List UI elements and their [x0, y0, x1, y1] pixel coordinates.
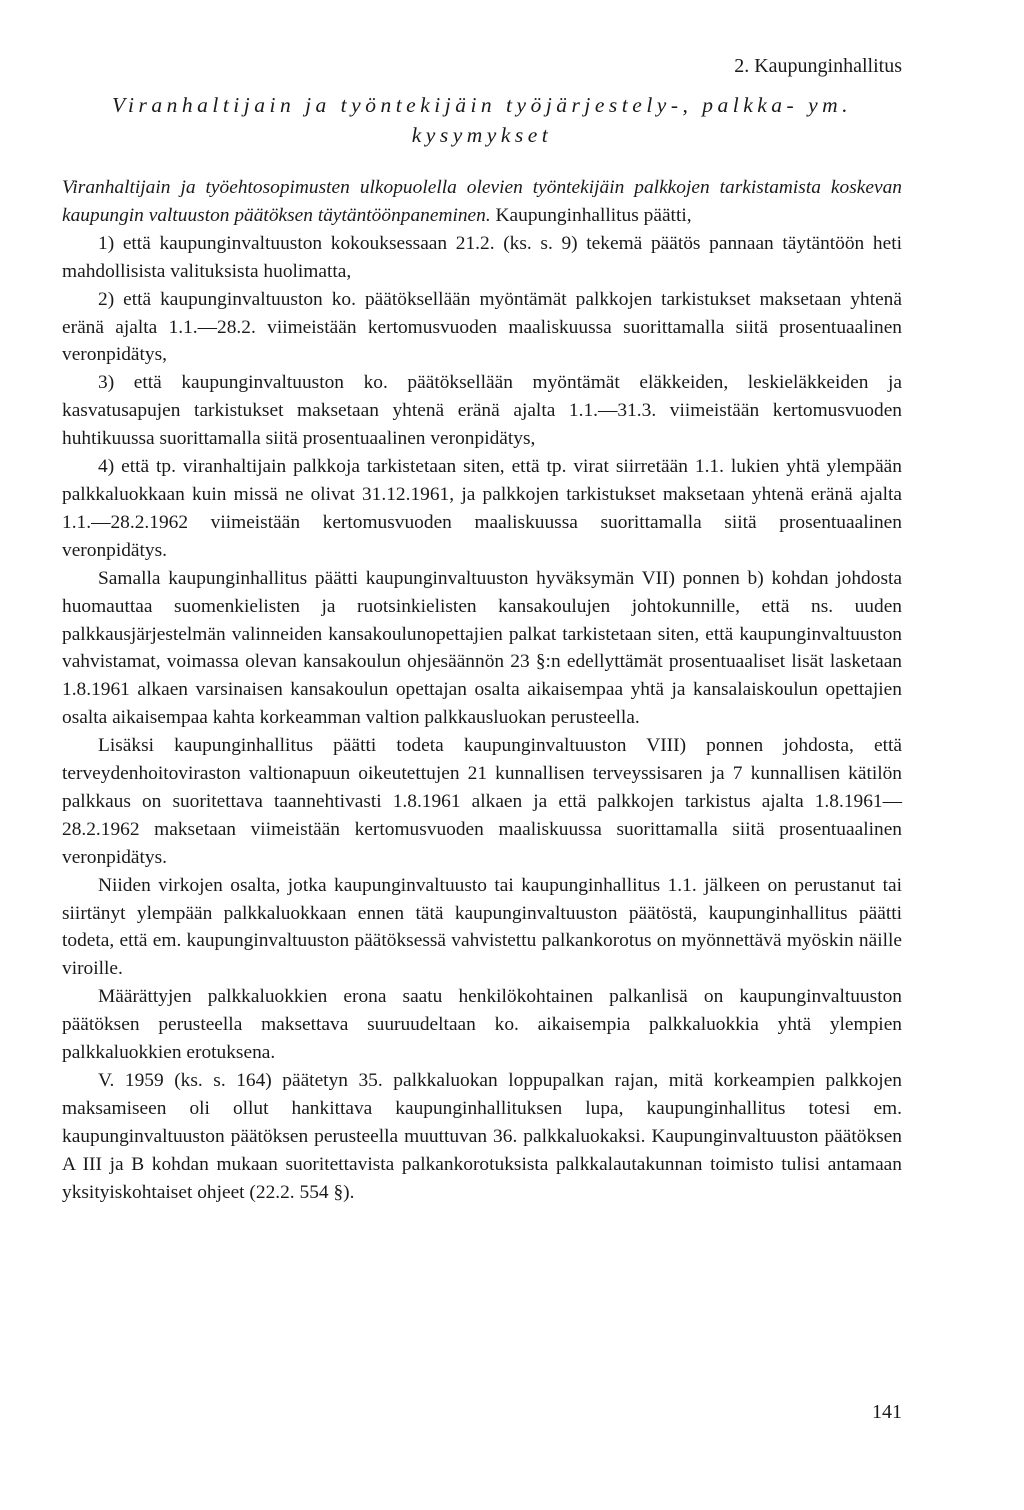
paragraph-item-2: 2) että kaupunginvaltuuston ko. päätöksellään myöntämät palkkojen tarkistukset maksetaan yhtenä eränä ajalta 1.1.—28.2. viimeistään kertomusvuoden maaliskuussa suorittamalla siitä prosentuaalinen veronpidätys,	[62, 288, 902, 366]
paragraph-item-3: 3) että kaupunginvaltuuston ko. päätöksellään myöntämät eläkkeiden, leskieläkkeiden ja kasvatusapujen tarkistukset maksetaan yhtenä eränä ajalta 1.1.—31.3. viimeistään kertomusvuoden huhtikuussa suorittamalla siitä prosentuaalinen veronpidätys,	[62, 372, 902, 450]
paragraph-text: Kaupunginhallitus päätti,	[490, 204, 692, 226]
paragraph: Niiden virkojen osalta, jotka kaupunginvaltuusto tai kaupunginhallitus 1.1. jälkeen on perustanut tai siirtänyt ylempään palkkaluokkaan ennen tätä kaupunginvaltuuston päätöstä, kaupunginhallitus päätti todeta, että em. kaupunginvaltuuston päätöksessä vahvistettu palkankorotus on myönnettävä myöskin näille viroille.	[62, 874, 902, 980]
paragraph: V. 1959 (ks. s. 164) päätetyn 35. palkkaluokan loppupalkan rajan, mitä korkeampien palkkojen maksamiseen oli ollut hankittava kaupunginhallituksen lupa, kaupunginhallitus totesi em. kaupunginvaltuuston päätöksen perusteella muuttuvan 36. palkkaluokaksi. Kaupunginvaltuuston päätöksen A III ja B kohdan mukaan suoritettavista palkankorotuksista palkkalautakunnan toimisto tulisi antamaan yksityiskohtaiset ohjeet (22.2. 554 §).	[62, 1070, 902, 1203]
section-title: Viranhaltijain ja työntekijäin työjärjestely-, palkka- ym. kysymykset	[111, 93, 853, 147]
paragraph: Lisäksi kaupunginhallitus päätti todeta kaupunginvaltuuston VIII) ponnen johdosta, että terveydenhoitoviraston valtionapuun oikeutettujen 21 kunnallisen terveyssisaren ja 7 kunnallisen kätilön palkkaus on suoritettava taannehtivasti 1.8.1961 alkaen ja että palkkojen tarkistus ajalta 1.8.1961—28.2.1962 maksetaan viimeistään kertomusvuoden maaliskuussa suorittamalla siitä prosentuaalinen veronpidätys.	[62, 735, 902, 868]
paragraph: Samalla kaupunginhallitus päätti kaupunginvaltuuston hyväksymän VII) ponnen b) kohdan johdosta huomauttaa suomenkielisten ja ruotsinkielisten kansakoulujen johtokunnille, että ns. uuden palkkausjärjestelmän valinneiden kansakoulunopettajien palkat tarkistetaan siten, että kaupunginvaltuuston vahvistamat, voimassa olevan kansakoulun ohjesäännön 23 §:n edellyttämät prosentuaaliset lisät lasketaan 1.8.1961 alkaen varsinaisen kansakoulun opettajan osalta aikaisempaa yhtä ja kansalaiskoulun opettajien osalta aikaisempaa kahta korkeamman valtion palkkausluokan perusteella.	[62, 567, 902, 729]
running-header: 2. Kaupunginhallitus	[734, 55, 902, 77]
body-text	[62, 174, 902, 1207]
paragraph-item-1: 1) että kaupunginvaltuuston kokouksessaan 21.2. (ks. s. 9) tekemä päätös pannaan täytäntöön heti mahdollisista valituksista huolimatta,	[62, 232, 902, 282]
document-page	[62, 52, 902, 1207]
paragraph-lead-italic: Viranhaltijain ja työehtosopimusten ulkopuolella olevien työntekijäin palkkojen tarkistamista koskevan kaupungin valtuuston päätöksen täytäntöönpaneminen.	[62, 177, 902, 226]
paragraph-intro	[62, 174, 902, 230]
page-number: 141	[872, 1401, 902, 1423]
paragraph: Määrättyjen palkkaluokkien erona saatu henkilökohtainen palkanlisä on kaupunginvaltuuston päätöksen perusteella maksettava suuruudeltaan ko. aikaisempia palkkaluokkia yhtä ylempien palkkaluokkien erotuksena.	[62, 986, 902, 1064]
paragraph-item-4: 4) että tp. viranhaltijain palkkoja tarkistetaan siten, että tp. virat siirretään 1.1. lukien yhtä ylempään palkkaluokkaan kuin missä ne olivat 31.12.1961, ja palkkojen tarkistukset maksetaan yhtenä eränä ajalta 1.1.—28.2.1962 viimeistään kertomusvuoden maaliskuussa suorittamalla siitä prosentuaalinen veronpidätys.	[62, 456, 902, 561]
